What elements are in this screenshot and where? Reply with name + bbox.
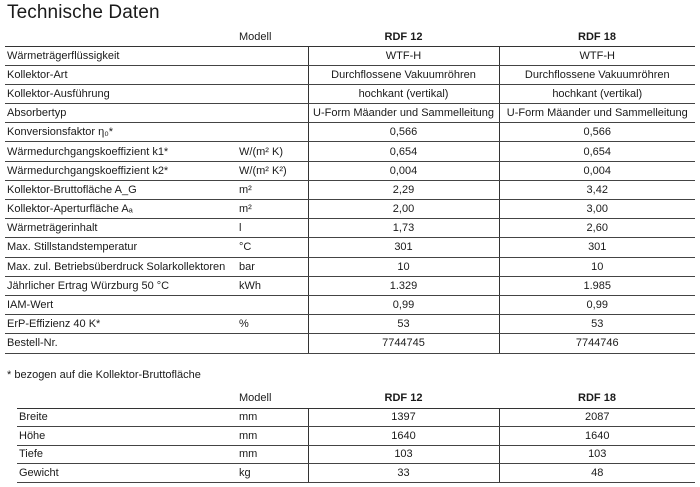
table-row (17, 464, 695, 483)
row-label: Wärmeträgerflüssigkeit (5, 46, 237, 65)
dims-header-label (17, 389, 237, 408)
row-value-rdf12: hochkant (vertikal) (308, 84, 499, 103)
row-value-rdf12: 1397 (308, 408, 499, 427)
row-unit: W/(m² K) (237, 142, 308, 161)
row-label: Gewicht (17, 464, 237, 483)
row-value-rdf18: 103 (499, 445, 695, 464)
row-value-rdf12: 33 (308, 464, 499, 483)
table-row (17, 408, 695, 427)
main-header-label (5, 28, 237, 46)
row-unit (237, 123, 308, 142)
table-row (5, 123, 695, 142)
row-value-rdf12: 301 (308, 238, 499, 257)
dims-header-rdf12: RDF 12 (308, 389, 499, 408)
row-value-rdf18: 3,42 (499, 180, 695, 199)
table-row (5, 142, 695, 161)
row-value-rdf18: Durchflossene Vakuumröhren (499, 65, 695, 84)
row-unit: mm (237, 445, 308, 464)
table-row (5, 276, 695, 295)
table-row (17, 427, 695, 446)
row-unit: l (237, 219, 308, 238)
row-value-rdf18: 0,99 (499, 295, 695, 314)
row-value-rdf18: 1640 (499, 427, 695, 446)
row-unit: W/(m² K²) (237, 161, 308, 180)
row-value-rdf18: 0,566 (499, 123, 695, 142)
row-label: Jährlicher Ertrag Würzburg 50 °C (5, 276, 237, 295)
table-row (5, 65, 695, 84)
row-unit (237, 104, 308, 123)
main-header-rdf18: RDF 18 (499, 28, 695, 46)
row-label: Max. zul. Betriebsüberdruck Solarkollektoren (5, 257, 237, 276)
row-label: Tiefe (17, 445, 237, 464)
row-value-rdf18: 10 (499, 257, 695, 276)
row-value-rdf12: 2,29 (308, 180, 499, 199)
row-value-rdf18: 2087 (499, 408, 695, 427)
row-value-rdf18: 0,654 (499, 142, 695, 161)
row-value-rdf12: 1640 (308, 427, 499, 446)
page-title: Technische Daten (7, 2, 160, 23)
table-row (5, 161, 695, 180)
row-unit: kWh (237, 276, 308, 295)
row-value-rdf12: 2,00 (308, 200, 499, 219)
row-value-rdf12: 1,73 (308, 219, 499, 238)
row-label: Kollektor-Bruttofläche A_G (5, 180, 237, 199)
row-value-rdf18: 3,00 (499, 200, 695, 219)
row-unit: kg (237, 464, 308, 483)
row-unit: mm (237, 408, 308, 427)
row-unit: m² (237, 180, 308, 199)
row-value-rdf12: 103 (308, 445, 499, 464)
row-value-rdf18: U-Form Mäander und Sammelleitung (499, 104, 695, 123)
row-label: Kollektor-Ausführung (5, 84, 237, 103)
table-row (17, 445, 695, 464)
row-label: Bestell-Nr. (5, 334, 237, 353)
row-unit (237, 65, 308, 84)
row-value-rdf18: 1.985 (499, 276, 695, 295)
row-label: ErP-Effizienz 40 K* (5, 315, 237, 334)
row-value-rdf12: 10 (308, 257, 499, 276)
row-value-rdf18: 7744746 (499, 334, 695, 353)
row-value-rdf18: WTF-H (499, 46, 695, 65)
row-value-rdf12: 7744745 (308, 334, 499, 353)
dims-header-model: Modell (237, 389, 308, 408)
row-unit: °C (237, 238, 308, 257)
row-label: Wärmedurchgangskoeffizient k1* (5, 142, 237, 161)
table-row (5, 180, 695, 199)
row-value-rdf12: 0,99 (308, 295, 499, 314)
row-value-rdf12: U-Form Mäander und Sammelleitung (308, 104, 499, 123)
row-label: Konversionsfaktor η₀* (5, 123, 237, 142)
table-row (5, 315, 695, 334)
row-label: Kollektor-Art (5, 65, 237, 84)
table-row (5, 295, 695, 314)
row-unit: % (237, 315, 308, 334)
row-label: Wärmedurchgangskoeffizient k2* (5, 161, 237, 180)
row-unit: m² (237, 200, 308, 219)
row-label: Höhe (17, 427, 237, 446)
dims-header-rdf18: RDF 18 (499, 389, 695, 408)
row-value-rdf18: 2,60 (499, 219, 695, 238)
row-label: Kollektor-Aperturfläche Aₐ (5, 200, 237, 219)
row-unit: bar (237, 257, 308, 276)
main-header-row (5, 28, 695, 46)
row-unit: mm (237, 427, 308, 446)
row-value-rdf18: 0,004 (499, 161, 695, 180)
dimensions-table (17, 389, 695, 483)
row-label: Absorbertyp (5, 104, 237, 123)
row-value-rdf18: 53 (499, 315, 695, 334)
dims-header-row (17, 389, 695, 408)
table-row (5, 84, 695, 103)
table-row (5, 238, 695, 257)
row-unit (237, 46, 308, 65)
row-value-rdf12: 0,566 (308, 123, 499, 142)
row-value-rdf18: 301 (499, 238, 695, 257)
row-unit (237, 84, 308, 103)
table-row (5, 200, 695, 219)
row-unit (237, 295, 308, 314)
row-value-rdf12: WTF-H (308, 46, 499, 65)
row-label: Wärmeträgerinhalt (5, 219, 237, 238)
row-value-rdf18: hochkant (vertikal) (499, 84, 695, 103)
row-value-rdf12: Durchflossene Vakuumröhren (308, 65, 499, 84)
row-label: Max. Stillstandstemperatur (5, 238, 237, 257)
row-unit (237, 334, 308, 353)
technical-data-table (5, 28, 695, 354)
table-row (5, 104, 695, 123)
footnote: * bezogen auf die Kollektor-Bruttofläche (7, 369, 201, 381)
row-value-rdf12: 0,654 (308, 142, 499, 161)
main-header-rdf12: RDF 12 (308, 28, 499, 46)
table-row (5, 257, 695, 276)
table-row (5, 219, 695, 238)
main-header-model: Modell (237, 28, 308, 46)
row-label: IAM-Wert (5, 295, 237, 314)
row-value-rdf12: 0,004 (308, 161, 499, 180)
row-label: Breite (17, 408, 237, 427)
table-row (5, 46, 695, 65)
row-value-rdf18: 48 (499, 464, 695, 483)
row-value-rdf12: 1.329 (308, 276, 499, 295)
table-row (5, 334, 695, 353)
row-value-rdf12: 53 (308, 315, 499, 334)
